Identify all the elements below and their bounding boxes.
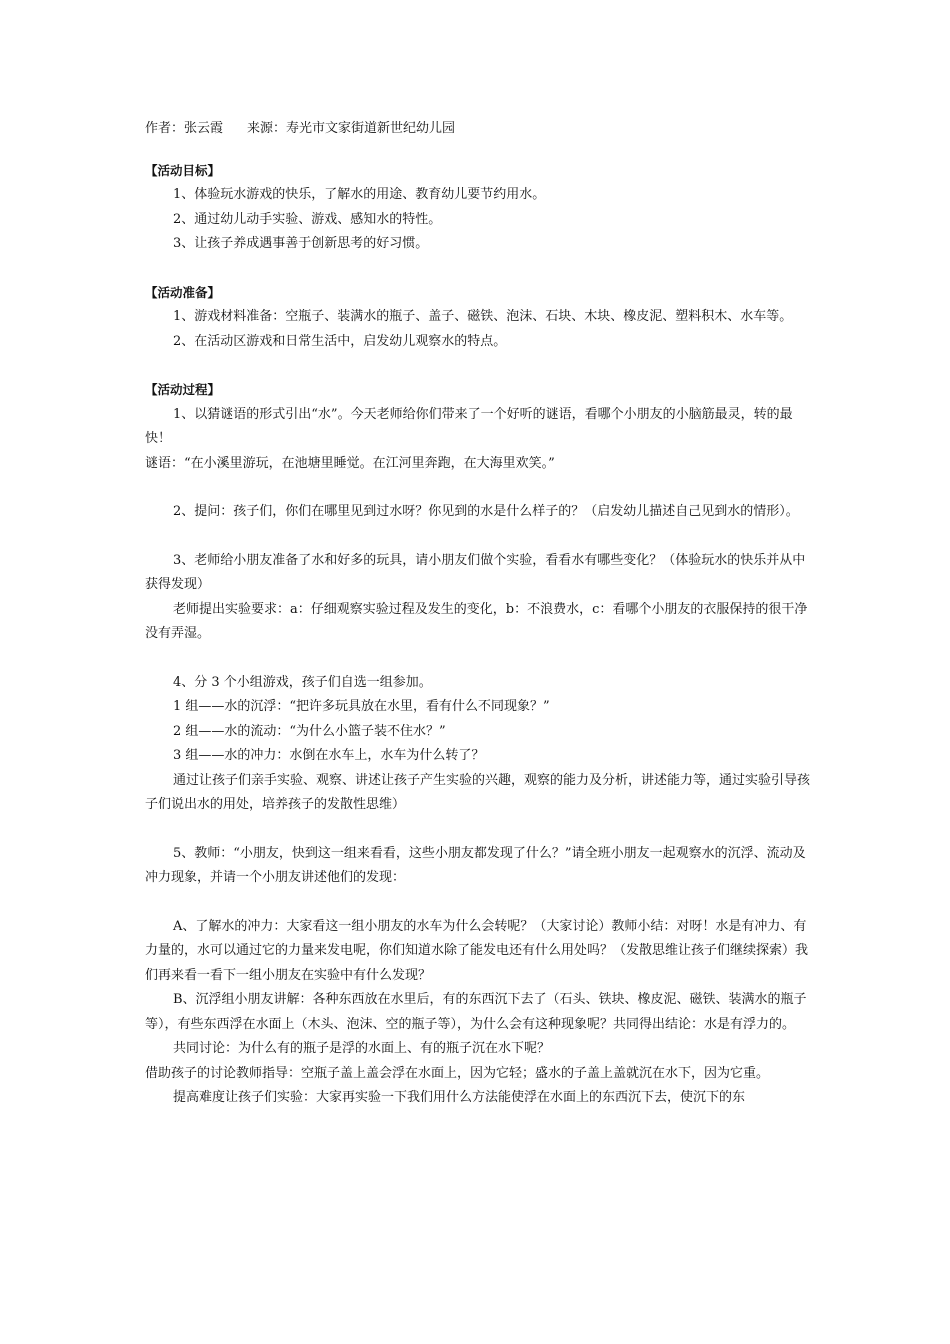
group-3: 3 组——水的冲力：水倒在水车上，水车为什么转了？	[173, 748, 485, 763]
riddle: 谜语：“在小溪里游玩，在池塘里睡觉。在江河里奔跑，在大海里欢笑。”	[145, 455, 555, 471]
goals-heading: 【活动目标】	[145, 162, 221, 178]
experiment-requirements: 老师提出实验要求：a：仔细观察实验过程及发生的变化，b：不浪费水，c：看哪个小朋友的衣服保持的很干净没有弄湿。	[145, 601, 808, 641]
advanced-experiment: 提高难度让孩子们实验：大家再实验一下我们用什么方法能使浮在水面上的东西沉下去，使沉下的东	[173, 1090, 746, 1105]
discussion: 共同讨论：为什么有的瓶子是浮的水面上、有的瓶子沉在水下呢？	[173, 1041, 551, 1056]
process-step-4: 4、分 3 个小组游戏，孩子们自选一组参加。	[173, 674, 432, 690]
author: 作者：张云霞	[145, 121, 224, 136]
section-a: A、了解水的冲力：大家看这一组小朋友的水车为什么会转呢？（大家讨论）教师小结：对呀！水是有冲力、有力量的，水可以通过它的力量来发电呢，你们知道水除了能发电还有什么用处吗？（发散思维让孩子们继续探索）我们再来看一看下一组小朋友在实验中有什么发现？	[145, 918, 809, 983]
process-step-5: 5、教师：“小朋友，快到这一组来看看，这些小朋友都发现了什么？”请全班小朋友一起观察水的沉浮、流动及冲力现象，并请一个小朋友讲述他们的发现：	[145, 845, 806, 885]
group-1: 1 组——水的沉浮：“把许多玩具放在水里，看有什么不同现象？”	[173, 699, 550, 714]
process-step-3: 3、老师给小朋友准备了水和好多的玩具，请小朋友们做个实验，看看水有哪些变化？（体验玩水的快乐并从中获得发现）	[145, 552, 806, 592]
goal-item: 2、通过幼儿动手实验、游戏、感知水的特性。	[173, 211, 442, 227]
section-b: B、沉浮组小朋友讲解：各种东西放在水里后，有的东西沉下去了（石头、铁块、橡皮泥、磁铁、装满水的瓶子等），有些东西浮在水面上（木头、泡沫、空的瓶子等），为什么会有这种现象呢？共同得出结论：水是有浮力的。	[145, 992, 807, 1032]
document-page	[145, 117, 815, 1111]
meta-line	[145, 117, 815, 142]
teacher-guide: 借助孩子的讨论教师指导：空瓶子盖上盖会浮在水面上，因为它轻；盛水的子盖上盖就沉在水下，因为它重。	[145, 1065, 770, 1081]
process-heading: 【活动过程】	[145, 382, 221, 397]
prep-item: 2、在活动区游戏和日常生活中，启发幼儿观察水的特点。	[173, 333, 507, 349]
group-summary: 通过让孩子们亲手实验、观察、讲述让孩子产生实验的兴趣，观察的能力及分析，讲述能力等，通过实验引导孩子们说出水的用处，培养孩子的发散性思维）	[145, 772, 811, 812]
prep-heading: 【活动准备】	[145, 284, 221, 300]
process-step-2: 2、提问：孩子们，你们在哪里见到过水呀？你见到的水是什么样子的？（启发幼儿描述自己见到水的情形）。	[173, 504, 799, 519]
process-step-1: 1、以猜谜语的形式引出“水”。今天老师给你们带来了一个好听的谜语，看哪个小朋友的小脑筋最灵，转的最快！	[145, 406, 793, 446]
group-2: 2 组——水的流动：“为什么小篮子装不住水？”	[173, 723, 446, 739]
prep-item: 1、游戏材料准备：空瓶子、装满水的瓶子、盖子、磁铁、泡沫、石块、木块、橡皮泥、塑料积木、水车等。	[173, 309, 793, 324]
source: 来源：寿光市文家街道新世纪幼儿园	[247, 121, 456, 136]
goal-item: 1、体验玩水游戏的快乐，了解水的用途、教育幼儿要节约用水。	[173, 187, 546, 202]
goal-item: 3、让孩子养成遇事善于创新思考的好习惯。	[173, 236, 429, 251]
